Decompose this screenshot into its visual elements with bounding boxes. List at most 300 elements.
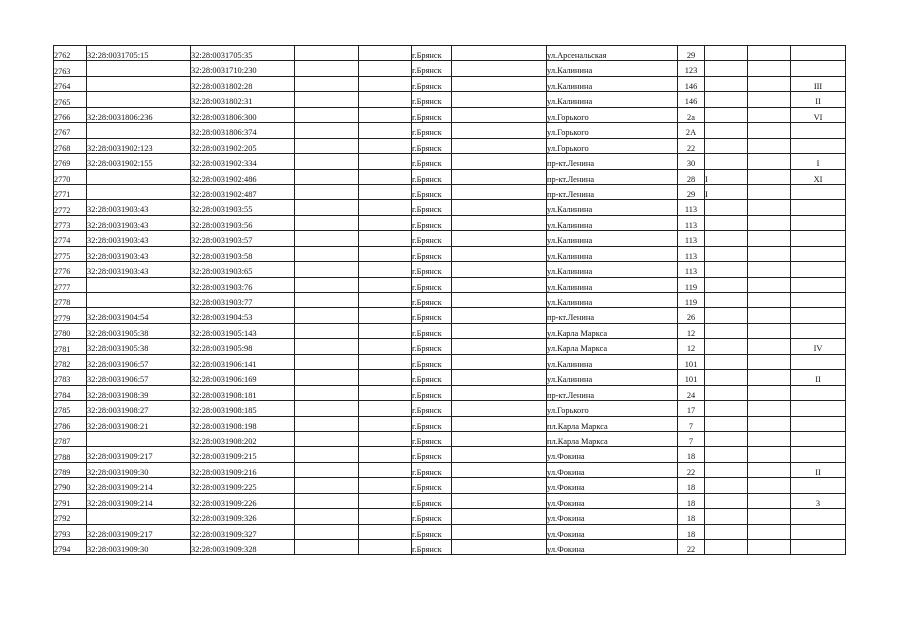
empty-cell [748,478,791,493]
street-name: ул.Калинина [547,293,678,308]
row-number: 2764 [54,76,87,91]
house-number: 113 [678,231,705,246]
object-cadastral-number: 32:28:0031909:327 [191,524,295,539]
object-cadastral-number: 32:28:0031903:58 [191,246,295,261]
empty-cell [295,262,359,277]
house-number: 113 [678,246,705,261]
building-marker [705,385,748,400]
row-number: 2793 [54,524,87,539]
table-row [54,169,846,184]
row-number: 2779 [54,308,87,323]
premises-number: II [791,92,846,107]
empty-cell [748,92,791,107]
premises-number [791,246,846,261]
empty-cell [748,339,791,354]
empty-cell [295,46,359,61]
empty-cell [452,123,547,138]
object-cadastral-number: 32:28:0031909:226 [191,493,295,508]
empty-cell [452,293,547,308]
premises-number [791,215,846,230]
building-marker [705,154,748,169]
house-number: 22 [678,540,705,555]
table-row [54,76,846,91]
empty-cell [452,92,547,107]
empty-cell [359,431,412,446]
empty-cell [295,509,359,524]
row-number: 2790 [54,478,87,493]
street-name: пл.Карла Маркса [547,431,678,446]
street-name: ул.Калинина [547,370,678,385]
city-name: г.Брянск [412,462,452,477]
empty-cell [452,46,547,61]
street-name: пр-кт.Ленина [547,169,678,184]
empty-cell [452,215,547,230]
city-name: г.Брянск [412,262,452,277]
building-marker [705,293,748,308]
object-cadastral-number: 32:28:0031909:225 [191,478,295,493]
premises-number [791,401,846,416]
object-cadastral-number: 32:28:0031902:334 [191,154,295,169]
city-name: г.Брянск [412,370,452,385]
premises-number [791,540,846,555]
row-number: 2769 [54,154,87,169]
city-name: г.Брянск [412,416,452,431]
house-number: 101 [678,370,705,385]
empty-cell [452,524,547,539]
empty-cell [452,200,547,215]
street-name: пл.Карла Маркса [547,416,678,431]
house-number: 18 [678,493,705,508]
table-row [54,154,846,169]
table-row [54,46,846,61]
empty-cell [359,509,412,524]
building-marker [705,46,748,61]
empty-cell [452,107,547,122]
table-row [54,509,846,524]
premises-number [791,524,846,539]
building-marker [705,277,748,292]
table-row [54,478,846,493]
document-page [53,45,846,555]
empty-cell [452,76,547,91]
table-row [54,524,846,539]
building-marker [705,339,748,354]
building-marker [705,92,748,107]
premises-number: I [791,154,846,169]
empty-cell [359,61,412,76]
building-marker [705,447,748,462]
street-name: ул.Фокина [547,540,678,555]
street-name: ул.Фокина [547,509,678,524]
empty-cell [452,447,547,462]
city-name: г.Брянск [412,246,452,261]
table-row [54,493,846,508]
object-cadastral-number: 32:28:0031903:57 [191,231,295,246]
row-number: 2781 [54,339,87,354]
parcel-cadastral-number: 32:28:0031905:38 [87,339,191,354]
empty-cell [452,61,547,76]
empty-cell [359,107,412,122]
parcel-cadastral-number: 32:28:0031908:21 [87,416,191,431]
street-name: пр-кт.Ленина [547,308,678,323]
object-cadastral-number: 32:28:0031710:230 [191,61,295,76]
empty-cell [359,462,412,477]
empty-cell [748,154,791,169]
street-name: ул.Фокина [547,478,678,493]
empty-cell [295,92,359,107]
premises-number [791,231,846,246]
parcel-cadastral-number: 32:28:0031903:43 [87,200,191,215]
building-marker [705,107,748,122]
empty-cell [295,169,359,184]
street-name: ул.Горького [547,107,678,122]
premises-number [791,416,846,431]
object-cadastral-number: 32:28:0031903:77 [191,293,295,308]
empty-cell [359,154,412,169]
premises-number [791,385,846,400]
parcel-cadastral-number: 32:28:0031905:38 [87,323,191,338]
parcel-cadastral-number [87,76,191,91]
house-number: 26 [678,308,705,323]
row-number: 2794 [54,540,87,555]
object-cadastral-number: 32:28:0031905:98 [191,339,295,354]
empty-cell [295,401,359,416]
city-name: г.Брянск [412,277,452,292]
empty-cell [748,262,791,277]
parcel-cadastral-number: 32:28:0031903:43 [87,215,191,230]
empty-cell [748,524,791,539]
house-number: 123 [678,61,705,76]
row-number: 2775 [54,246,87,261]
row-number: 2766 [54,107,87,122]
empty-cell [748,509,791,524]
city-name: г.Брянск [412,123,452,138]
house-number: 2А [678,123,705,138]
object-cadastral-number: 32:28:0031902:486 [191,169,295,184]
empty-cell [452,246,547,261]
house-number: 12 [678,323,705,338]
row-number: 2770 [54,169,87,184]
empty-cell [359,323,412,338]
table-row [54,354,846,369]
empty-cell [452,431,547,446]
empty-cell [748,138,791,153]
row-number: 2791 [54,493,87,508]
premises-number: 3 [791,493,846,508]
city-name: г.Брянск [412,308,452,323]
empty-cell [295,323,359,338]
house-number: 29 [678,184,705,199]
parcel-cadastral-number: 32:28:0031903:43 [87,246,191,261]
premises-number [791,123,846,138]
empty-cell [295,431,359,446]
city-name: г.Брянск [412,200,452,215]
empty-cell [748,231,791,246]
street-name: ул.Калинина [547,76,678,91]
row-number: 2782 [54,354,87,369]
parcel-cadastral-number [87,169,191,184]
house-number: 113 [678,200,705,215]
empty-cell [748,46,791,61]
street-name: ул.Арсенальская [547,46,678,61]
street-name: пр-кт.Ленина [547,385,678,400]
building-marker [705,401,748,416]
city-name: г.Брянск [412,354,452,369]
premises-number [791,431,846,446]
premises-number: IV [791,339,846,354]
empty-cell [359,385,412,400]
object-cadastral-number: 32:28:0031908:181 [191,385,295,400]
building-marker [705,61,748,76]
street-name: пр-кт.Ленина [547,154,678,169]
street-name: ул.Калинина [547,231,678,246]
object-cadastral-number: 32:28:0031902:205 [191,138,295,153]
house-number: 18 [678,478,705,493]
building-marker [705,76,748,91]
building-marker [705,431,748,446]
building-marker [705,262,748,277]
house-number: 146 [678,92,705,107]
building-marker [705,524,748,539]
row-number: 2786 [54,416,87,431]
empty-cell [452,323,547,338]
house-number: 119 [678,293,705,308]
parcel-cadastral-number [87,123,191,138]
empty-cell [748,416,791,431]
street-name: ул.Фокина [547,524,678,539]
empty-cell [359,308,412,323]
empty-cell [748,462,791,477]
parcel-cadastral-number [87,184,191,199]
building-marker [705,215,748,230]
table-row [54,246,846,261]
empty-cell [748,200,791,215]
empty-cell [359,246,412,261]
empty-cell [452,308,547,323]
empty-cell [452,509,547,524]
empty-cell [748,293,791,308]
empty-cell [452,478,547,493]
object-cadastral-number: 32:28:0031705:35 [191,46,295,61]
table-row [54,431,846,446]
empty-cell [295,154,359,169]
building-marker: I [705,184,748,199]
house-number: 2а [678,107,705,122]
empty-cell [359,138,412,153]
building-marker [705,493,748,508]
city-name: г.Брянск [412,154,452,169]
empty-cell [295,524,359,539]
empty-cell [295,447,359,462]
parcel-cadastral-number: 32:28:0031902:123 [87,138,191,153]
table-row [54,401,846,416]
building-marker [705,509,748,524]
empty-cell [748,370,791,385]
row-number: 2785 [54,401,87,416]
empty-cell [359,447,412,462]
table-row [54,370,846,385]
building-marker [705,462,748,477]
premises-number: VI [791,107,846,122]
street-name: ул.Фокина [547,462,678,477]
street-name: ул.Калинина [547,61,678,76]
house-number: 7 [678,431,705,446]
street-name: ул.Горького [547,138,678,153]
empty-cell [359,184,412,199]
row-number: 2788 [54,447,87,462]
table-row [54,277,846,292]
empty-cell [295,246,359,261]
empty-cell [452,354,547,369]
house-number: 7 [678,416,705,431]
row-number: 2772 [54,200,87,215]
premises-number [791,184,846,199]
empty-cell [452,540,547,555]
house-number: 18 [678,447,705,462]
city-name: г.Брянск [412,509,452,524]
row-number: 2789 [54,462,87,477]
empty-cell [452,370,547,385]
parcel-cadastral-number: 32:28:0031903:43 [87,262,191,277]
table-row [54,293,846,308]
empty-cell [748,184,791,199]
empty-cell [295,123,359,138]
row-number: 2773 [54,215,87,230]
object-cadastral-number: 32:28:0031806:300 [191,107,295,122]
building-marker [705,478,748,493]
house-number: 12 [678,339,705,354]
house-number: 18 [678,524,705,539]
city-name: г.Брянск [412,323,452,338]
empty-cell [452,231,547,246]
empty-cell [748,401,791,416]
parcel-cadastral-number: 32:28:0031906:57 [87,370,191,385]
object-cadastral-number: 32:28:0031902:487 [191,184,295,199]
table-row [54,231,846,246]
empty-cell [452,493,547,508]
empty-cell [748,385,791,400]
table-row [54,92,846,107]
empty-cell [748,246,791,261]
empty-cell [295,76,359,91]
table-row [54,416,846,431]
empty-cell [359,370,412,385]
house-number: 113 [678,262,705,277]
object-cadastral-number: 32:28:0031909:215 [191,447,295,462]
premises-number [791,200,846,215]
house-number: 22 [678,138,705,153]
city-name: г.Брянск [412,540,452,555]
city-name: г.Брянск [412,169,452,184]
empty-cell [295,478,359,493]
empty-cell [359,416,412,431]
empty-cell [295,339,359,354]
city-name: г.Брянск [412,92,452,107]
parcel-cadastral-number: 32:28:0031909:217 [87,447,191,462]
building-marker [705,138,748,153]
city-name: г.Брянск [412,107,452,122]
empty-cell [748,215,791,230]
row-number: 2765 [54,92,87,107]
empty-cell [295,308,359,323]
empty-cell [359,262,412,277]
empty-cell [452,138,547,153]
empty-cell [295,416,359,431]
building-marker [705,370,748,385]
street-name: ул.Калинина [547,200,678,215]
row-number: 2768 [54,138,87,153]
table-row [54,215,846,230]
premises-number [791,323,846,338]
empty-cell [452,154,547,169]
premises-number [791,61,846,76]
house-number: 22 [678,462,705,477]
building-marker [705,540,748,555]
empty-cell [359,478,412,493]
premises-number: II [791,462,846,477]
empty-cell [295,493,359,508]
city-name: г.Брянск [412,493,452,508]
street-name: ул.Калинина [547,246,678,261]
street-name: ул.Горького [547,401,678,416]
city-name: г.Брянск [412,401,452,416]
city-name: г.Брянск [412,385,452,400]
empty-cell [748,169,791,184]
city-name: г.Брянск [412,138,452,153]
table-row [54,308,846,323]
parcel-cadastral-number: 32:28:0031705:15 [87,46,191,61]
row-number: 2784 [54,385,87,400]
empty-cell [359,76,412,91]
house-number: 30 [678,154,705,169]
city-name: г.Брянск [412,184,452,199]
parcel-cadastral-number: 32:28:0031904:54 [87,308,191,323]
empty-cell [452,277,547,292]
street-name: ул.Горького [547,123,678,138]
empty-cell [359,524,412,539]
street-name: ул.Калинина [547,92,678,107]
object-cadastral-number: 32:28:0031806:374 [191,123,295,138]
empty-cell [452,339,547,354]
city-name: г.Брянск [412,524,452,539]
city-name: г.Брянск [412,61,452,76]
row-number: 2762 [54,46,87,61]
house-number: 119 [678,277,705,292]
city-name: г.Брянск [412,231,452,246]
empty-cell [295,200,359,215]
empty-cell [359,339,412,354]
empty-cell [295,107,359,122]
parcel-cadastral-number: 32:28:0031806:236 [87,107,191,122]
object-cadastral-number: 32:28:0031905:143 [191,323,295,338]
premises-number [791,509,846,524]
premises-number: II [791,370,846,385]
empty-cell [748,123,791,138]
row-number: 2792 [54,509,87,524]
row-number: 2763 [54,61,87,76]
empty-cell [295,215,359,230]
object-cadastral-number: 32:28:0031908:185 [191,401,295,416]
empty-cell [359,231,412,246]
row-number: 2787 [54,431,87,446]
building-marker [705,200,748,215]
premises-number [791,478,846,493]
row-number: 2777 [54,277,87,292]
parcel-cadastral-number: 32:28:0031908:27 [87,401,191,416]
table-row [54,61,846,76]
house-number: 101 [678,354,705,369]
table-row [54,107,846,122]
